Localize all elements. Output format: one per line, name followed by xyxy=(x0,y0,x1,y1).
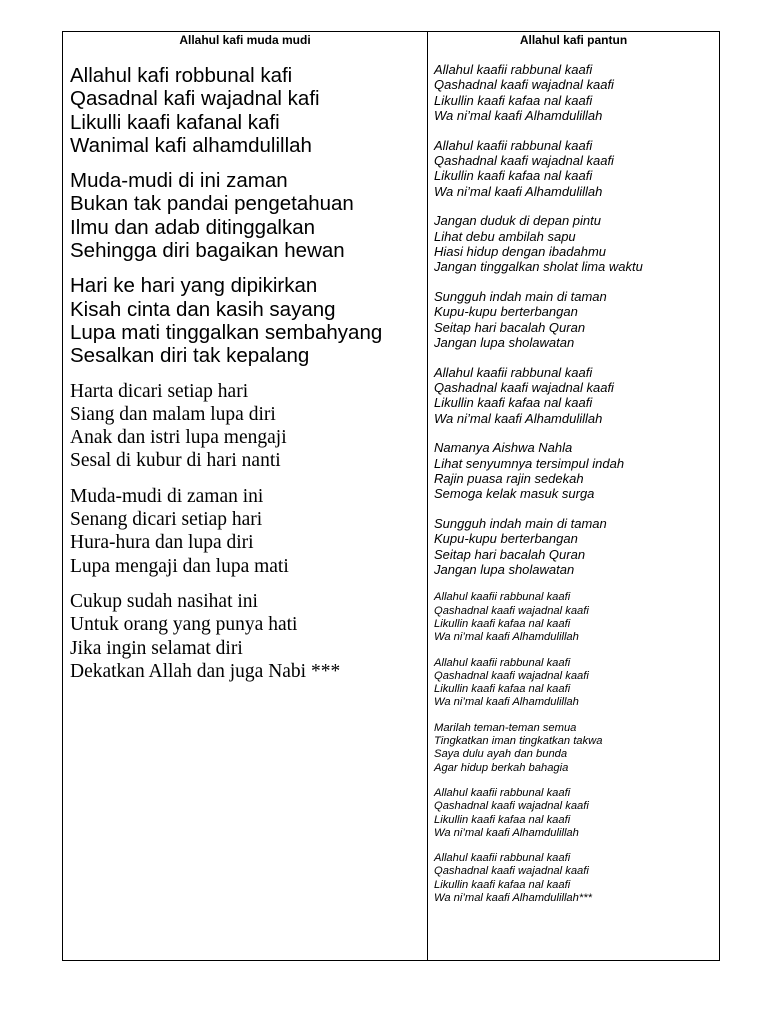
right-verse-line: Wa ni’mal kaafi Alhamdulillah xyxy=(434,108,603,124)
left-stanza xyxy=(70,64,427,157)
right-verse-line: Jangan lupa sholawatan xyxy=(434,561,575,577)
right-verse-line: Wa ni’mal kaafi Alhamdulillah xyxy=(434,183,603,199)
left-stanza xyxy=(70,380,427,473)
right-verse-line: Hiasi hidup dengan ibadahmu xyxy=(434,244,607,260)
right-verse-line: Likullin kaafi kafaa nal kaafi xyxy=(434,92,593,108)
right-verse-line: Allahul kaafii rabbunal kaafi xyxy=(434,786,571,799)
right-verse-line: Marilah teman-teman semua xyxy=(434,721,577,734)
right-verse-line: Seitap hari bacalah Quran xyxy=(434,319,586,335)
right-verse-line: Lihat debu ambilah sapu xyxy=(434,228,576,244)
right-verse-line: Wa ni’mal kaafi Alhamdulillah xyxy=(434,410,603,426)
left-verse-line: Ilmu dan adab ditinggalkan xyxy=(70,215,316,239)
left-stanza xyxy=(70,169,427,262)
right-verse-line: Likullin kaafi kafaa nal kaafi xyxy=(434,878,571,891)
left-verse-line: Harta dicari setiap hari xyxy=(70,380,249,402)
left-stanza xyxy=(70,274,427,367)
left-verse-line: Siang dan malam lupa diri xyxy=(70,403,276,425)
right-verse-line: Likullin kaafi kafaa nal kaafi xyxy=(434,617,571,630)
left-verse-line: Muda-mudi di zaman ini xyxy=(70,485,264,507)
right-verse-line: Qashadnal kaafi wajadnal kaafi xyxy=(434,865,589,878)
right-verse-line: Wa ni’mal kaafi Alhamdulillah xyxy=(434,696,579,709)
right-verse-line: Likullin kaafi kafaa nal kaafi xyxy=(434,395,593,411)
right-verse-line: Allahul kaafii rabbunal kaafi xyxy=(434,591,571,604)
right-verse-line: Likullin kaafi kafaa nal kaafi xyxy=(434,168,593,184)
right-verse-line: Allahul kaafii rabbunal kaafi xyxy=(434,656,571,669)
left-verse-line: Hura-hura dan lupa diri xyxy=(70,532,254,554)
right-verse-line: Qashadnal kaafi wajadnal kaafi xyxy=(434,153,614,169)
right-verse-line: Tingkatkan iman tingkatkan takwa xyxy=(434,735,603,748)
left-verse-line: Bukan tak pandai pengetahuan xyxy=(70,192,354,216)
right-stanza xyxy=(434,213,719,275)
right-verse-line: Agar hidup berkah bahagia xyxy=(434,761,569,774)
right-verse-line: Allahul kaafii rabbunal kaafi xyxy=(434,137,593,153)
right-column-heading: Allahul kafi pantun xyxy=(519,33,628,47)
left-verse-line: Hari ke hari yang dipikirkan xyxy=(70,274,318,298)
right-stanza xyxy=(434,365,719,427)
right-stanza xyxy=(434,657,719,710)
left-column-heading: Allahul kafi muda mudi xyxy=(179,33,311,47)
right-verse-line: Seitap hari bacalah Quran xyxy=(434,546,586,562)
right-stanza xyxy=(434,516,719,578)
right-verse-line: Wa ni’mal kaafi Alhamdulillah*** xyxy=(434,892,592,905)
right-verse-line: Wa ni’mal kaafi Alhamdulillah xyxy=(434,631,579,644)
right-verse-line: Qashadnal kaafi wajadnal kaafi xyxy=(434,669,589,682)
right-verse-line: Sungguh indah main di taman xyxy=(434,288,607,304)
right-column xyxy=(428,32,719,960)
right-verse-line: Kupu-kupu berterbangan xyxy=(434,304,578,320)
left-verse-line: Anak dan istri lupa mengaji xyxy=(70,427,287,449)
right-verse-line: Kupu-kupu berterbangan xyxy=(434,531,578,547)
right-stanza xyxy=(434,852,719,905)
right-verse-line: Qashadnal kaafi wajadnal kaafi xyxy=(434,604,589,617)
right-stanza xyxy=(434,440,719,502)
right-verse-line: Saya dulu ayah dan bunda xyxy=(434,748,568,761)
left-stanza xyxy=(70,485,427,578)
left-verse-line: Jika ingin selamat diri xyxy=(70,637,243,659)
right-stanza xyxy=(434,722,719,775)
right-verse-line: Jangan lupa sholawatan xyxy=(434,335,575,351)
left-column-body xyxy=(63,50,427,683)
left-verse-line: Untuk orang yang punya hati xyxy=(70,614,298,636)
right-verse-line: Wa ni’mal kaafi Alhamdulillah xyxy=(434,826,579,839)
left-column xyxy=(63,32,428,960)
right-stanza xyxy=(434,138,719,200)
right-stanza xyxy=(434,787,719,840)
right-verse-line: Allahul kaafii rabbunal kaafi xyxy=(434,364,593,380)
right-verse-line: Likullin kaafi kafaa nal kaafi xyxy=(434,683,571,696)
left-verse-line: Kisah cinta dan kasih sayang xyxy=(70,297,336,321)
right-verse-line: Qashadnal kaafi wajadnal kaafi xyxy=(434,379,614,395)
left-verse-line: Sesal di kubur di hari nanti xyxy=(70,450,281,472)
left-verse-line: Lupa mengaji dan lupa mati xyxy=(70,555,289,577)
left-verse-line: Lupa mati tinggalkan sembahyang xyxy=(70,320,383,344)
right-verse-line: Allahul kaafii rabbunal kaafi xyxy=(434,62,593,77)
left-verse-line: Qasadnal kafi wajadnal kafi xyxy=(70,87,320,111)
right-verse-line: Sungguh indah main di taman xyxy=(434,515,607,531)
right-verse-line: Jangan tinggalkan sholat lima waktu xyxy=(434,259,643,275)
right-verse-line: Likullin kaafi kafaa nal kaafi xyxy=(434,813,571,826)
left-verse-line: Allahul kafi robbunal kafi xyxy=(70,64,293,87)
left-verse-line: Muda-mudi di ini zaman xyxy=(70,169,288,193)
left-verse-line: Cukup sudah nasihat ini xyxy=(70,590,258,612)
left-stanza xyxy=(70,590,427,683)
right-verse-line: Allahul kaafii rabbunal kaafi xyxy=(434,852,571,865)
right-verse-line: Qashadnal kaafi wajadnal kaafi xyxy=(434,800,589,813)
right-verse-line: Jangan duduk di depan pintu xyxy=(434,213,601,229)
lyrics-table xyxy=(62,31,720,961)
left-verse-line: Wanimal kafi alhamdulillah xyxy=(70,133,312,157)
right-column-body xyxy=(428,50,719,905)
right-stanza xyxy=(434,62,719,124)
right-stanza xyxy=(434,591,719,644)
right-verse-line: Qashadnal kaafi wajadnal kaafi xyxy=(434,77,614,93)
right-verse-line: Lihat senyumnya tersimpul indah xyxy=(434,455,625,471)
left-verse-line: Likulli kaafi kafanal kafi xyxy=(70,110,280,134)
right-verse-line: Semoga kelak masuk surga xyxy=(434,486,595,502)
left-verse-line: Sesalkan diri tak kepalang xyxy=(70,344,310,368)
right-stanza xyxy=(434,289,719,351)
left-verse-line: Dekatkan Allah dan juga Nabi *** xyxy=(70,660,341,682)
left-verse-line: Senang dicari setiap hari xyxy=(70,509,263,531)
right-verse-line: Namanya Aishwa Nahla xyxy=(434,440,573,456)
right-verse-line: Rajin puasa rajin sedekah xyxy=(434,470,584,486)
left-verse-line: Sehingga diri bagaikan hewan xyxy=(70,239,345,263)
